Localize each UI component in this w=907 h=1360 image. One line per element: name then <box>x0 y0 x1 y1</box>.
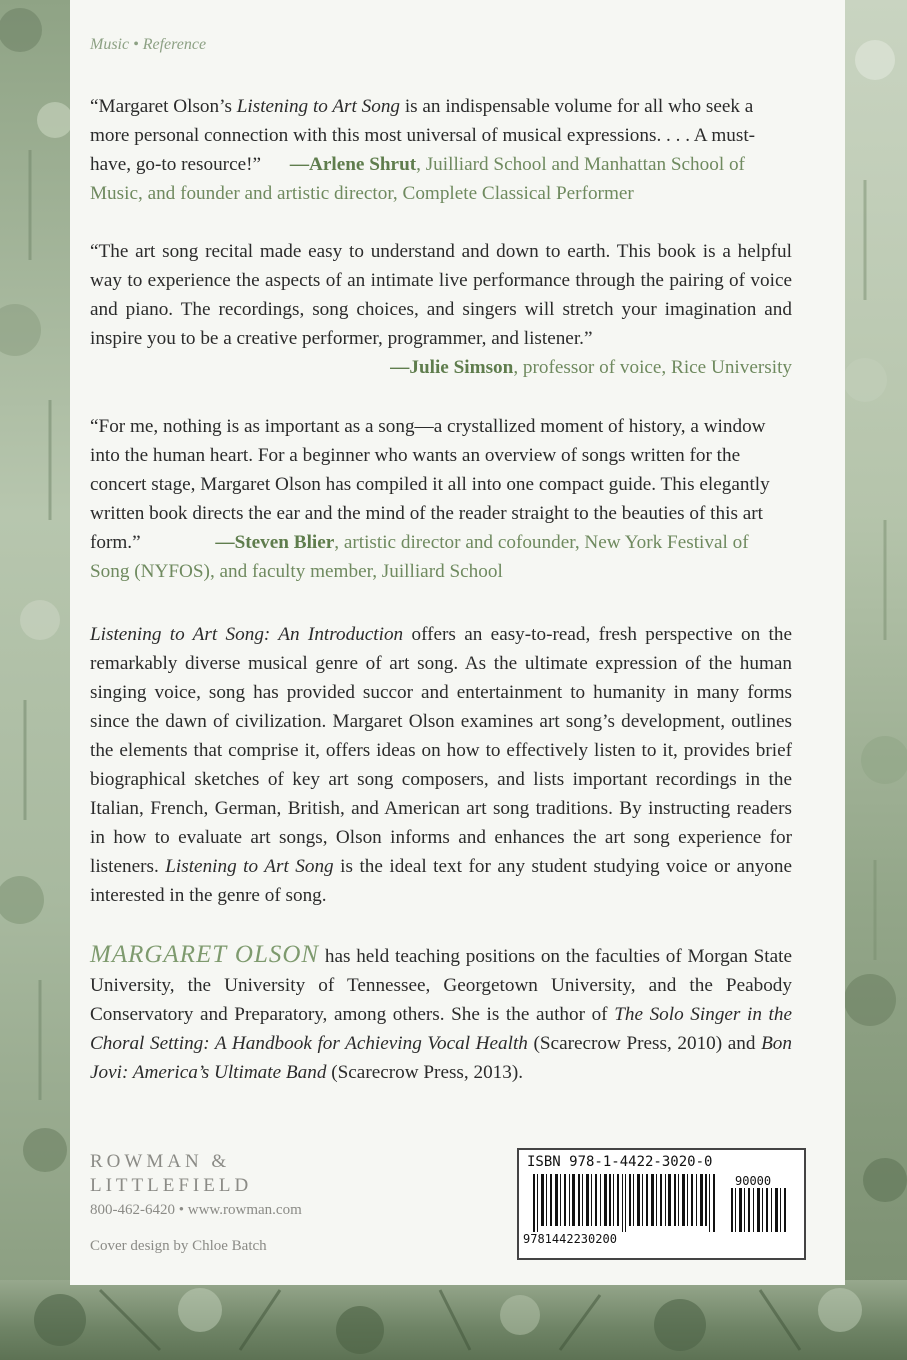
right-border-decoration <box>845 0 907 1285</box>
quote-1-open: “Margaret Olson’s <box>90 96 237 117</box>
description-book-title-2: Listening to Art Song <box>165 856 334 877</box>
music-notes-pattern-left <box>0 0 70 1285</box>
publisher-contact: 800-462-6420 • www.rowman.com <box>90 1202 302 1218</box>
endorsement-quote-2 <box>90 237 792 382</box>
quote-1-attribution-name: —Arlene Shrut <box>289 154 417 175</box>
publisher-name-line-1: ROWMAN & <box>90 1151 231 1172</box>
book-description <box>90 620 792 910</box>
bio-text-2: (Scarecrow Press, 2010) and <box>527 1033 762 1054</box>
ean-digits: 9781442230200 <box>523 1232 617 1246</box>
endorsement-quote-3 <box>90 412 792 586</box>
isbn-barcode <box>517 1148 806 1260</box>
bio-text-1: has held teaching positions on the faculties of Morgan State University, the University of Tennessee, Georgetown University, and the Peabody Conservatory and Preparatory, among others. She is the author of <box>90 946 792 1025</box>
description-text-2: is the ideal text for any student studying voice or anyone interested in the genre of song. <box>90 856 792 906</box>
quote-1-attribution-title: , Juilliard School and Manhattan School of Music, and founder and artistic director, Complete Classical Performer <box>90 154 745 204</box>
quote-1-text: is an indispensable volume for all who seek a more personal connection with this most universal of musical expressions. . . . A must-have, go-to resource!” <box>90 96 756 175</box>
quote-3-attribution-title: , artistic director and cofounder, New York Festival of Song (NYFOS), and faculty member, Juilliard School <box>90 532 749 582</box>
back-cover-panel <box>70 0 845 1285</box>
barcode-bars <box>527 1174 797 1236</box>
quote-3-text: “For me, nothing is as important as a song—a crystallized moment of history, a window into the human heart. For a beginner who wants an overview of songs written for the concert stage, Margaret Olson has compiled it all into one compact guide. This elegantly written book directs the ear and the mind of the reader straight to the beauties of this art form.” <box>90 416 770 553</box>
music-notes-pattern-bottom <box>0 1280 907 1360</box>
publisher-name-line-2: LITTLEFIELD <box>90 1175 253 1196</box>
author-bio <box>90 940 792 1087</box>
isbn-text: ISBN 978-1-4422-3020-0 <box>527 1154 713 1170</box>
quote-3-attribution-name: —Steven Blier <box>215 532 335 553</box>
bio-book-1: The Solo Singer in the Choral Setting: A Handbook for Achieving Vocal Health <box>90 1004 792 1054</box>
quote-2-attribution <box>90 353 792 382</box>
quote-1-book-title: Listening to Art Song <box>236 96 401 117</box>
description-book-title: Listening to Art Song: An Introduction <box>90 624 404 645</box>
quote-3-attribution <box>90 532 749 582</box>
cover-design-credit: Cover design by Chloe Batch <box>90 1238 267 1254</box>
author-name: MARGARET OLSON <box>90 941 320 968</box>
price-code: 90000 <box>735 1174 772 1188</box>
bottom-border-decoration <box>0 1280 907 1360</box>
publisher-logo <box>90 1150 252 1198</box>
description-text-1: offers an easy-to-read, fresh perspective on the remarkably diverse musical genre of art song. As the ultimate expression of the human singing voice, song has provided succor and entertainment to humanity in many forms since the dawn of civilization. Margaret Olson examines art song’s development, outlines the elements that comprise it, offers ideas on how to effectively listen to it, provides brief biographical sketches of key art song composers, and lists important recordings in the Italian, French, German, British, and American art song traditions. By instructing readers in how to evaluate art songs, Olson informs and enhances the art song experience for listeners. <box>90 624 792 877</box>
bio-text-3: (Scarecrow Press, 2013). <box>326 1062 524 1083</box>
quote-2-attribution-title: , professor of voice, Rice University <box>513 357 792 378</box>
quote-2-attribution-name: —Julie Simson <box>390 357 514 378</box>
music-notes-pattern-right <box>845 0 907 1285</box>
left-border-decoration <box>0 0 70 1285</box>
endorsement-quote-1 <box>90 92 792 208</box>
category-label: Music • Reference <box>90 36 207 53</box>
bio-book-2: Bon Jovi: America’s Ultimate Band <box>90 1033 792 1083</box>
quote-2-text: “The art song recital made easy to understand and down to earth. This book is a helpful way to experience the aspects of an intimate live performance through the pairing of voice and piano. The recordings, song choices, and singers will stretch your imagination and inspire you to be a creative performer, programmer, and listener.” <box>90 241 792 349</box>
